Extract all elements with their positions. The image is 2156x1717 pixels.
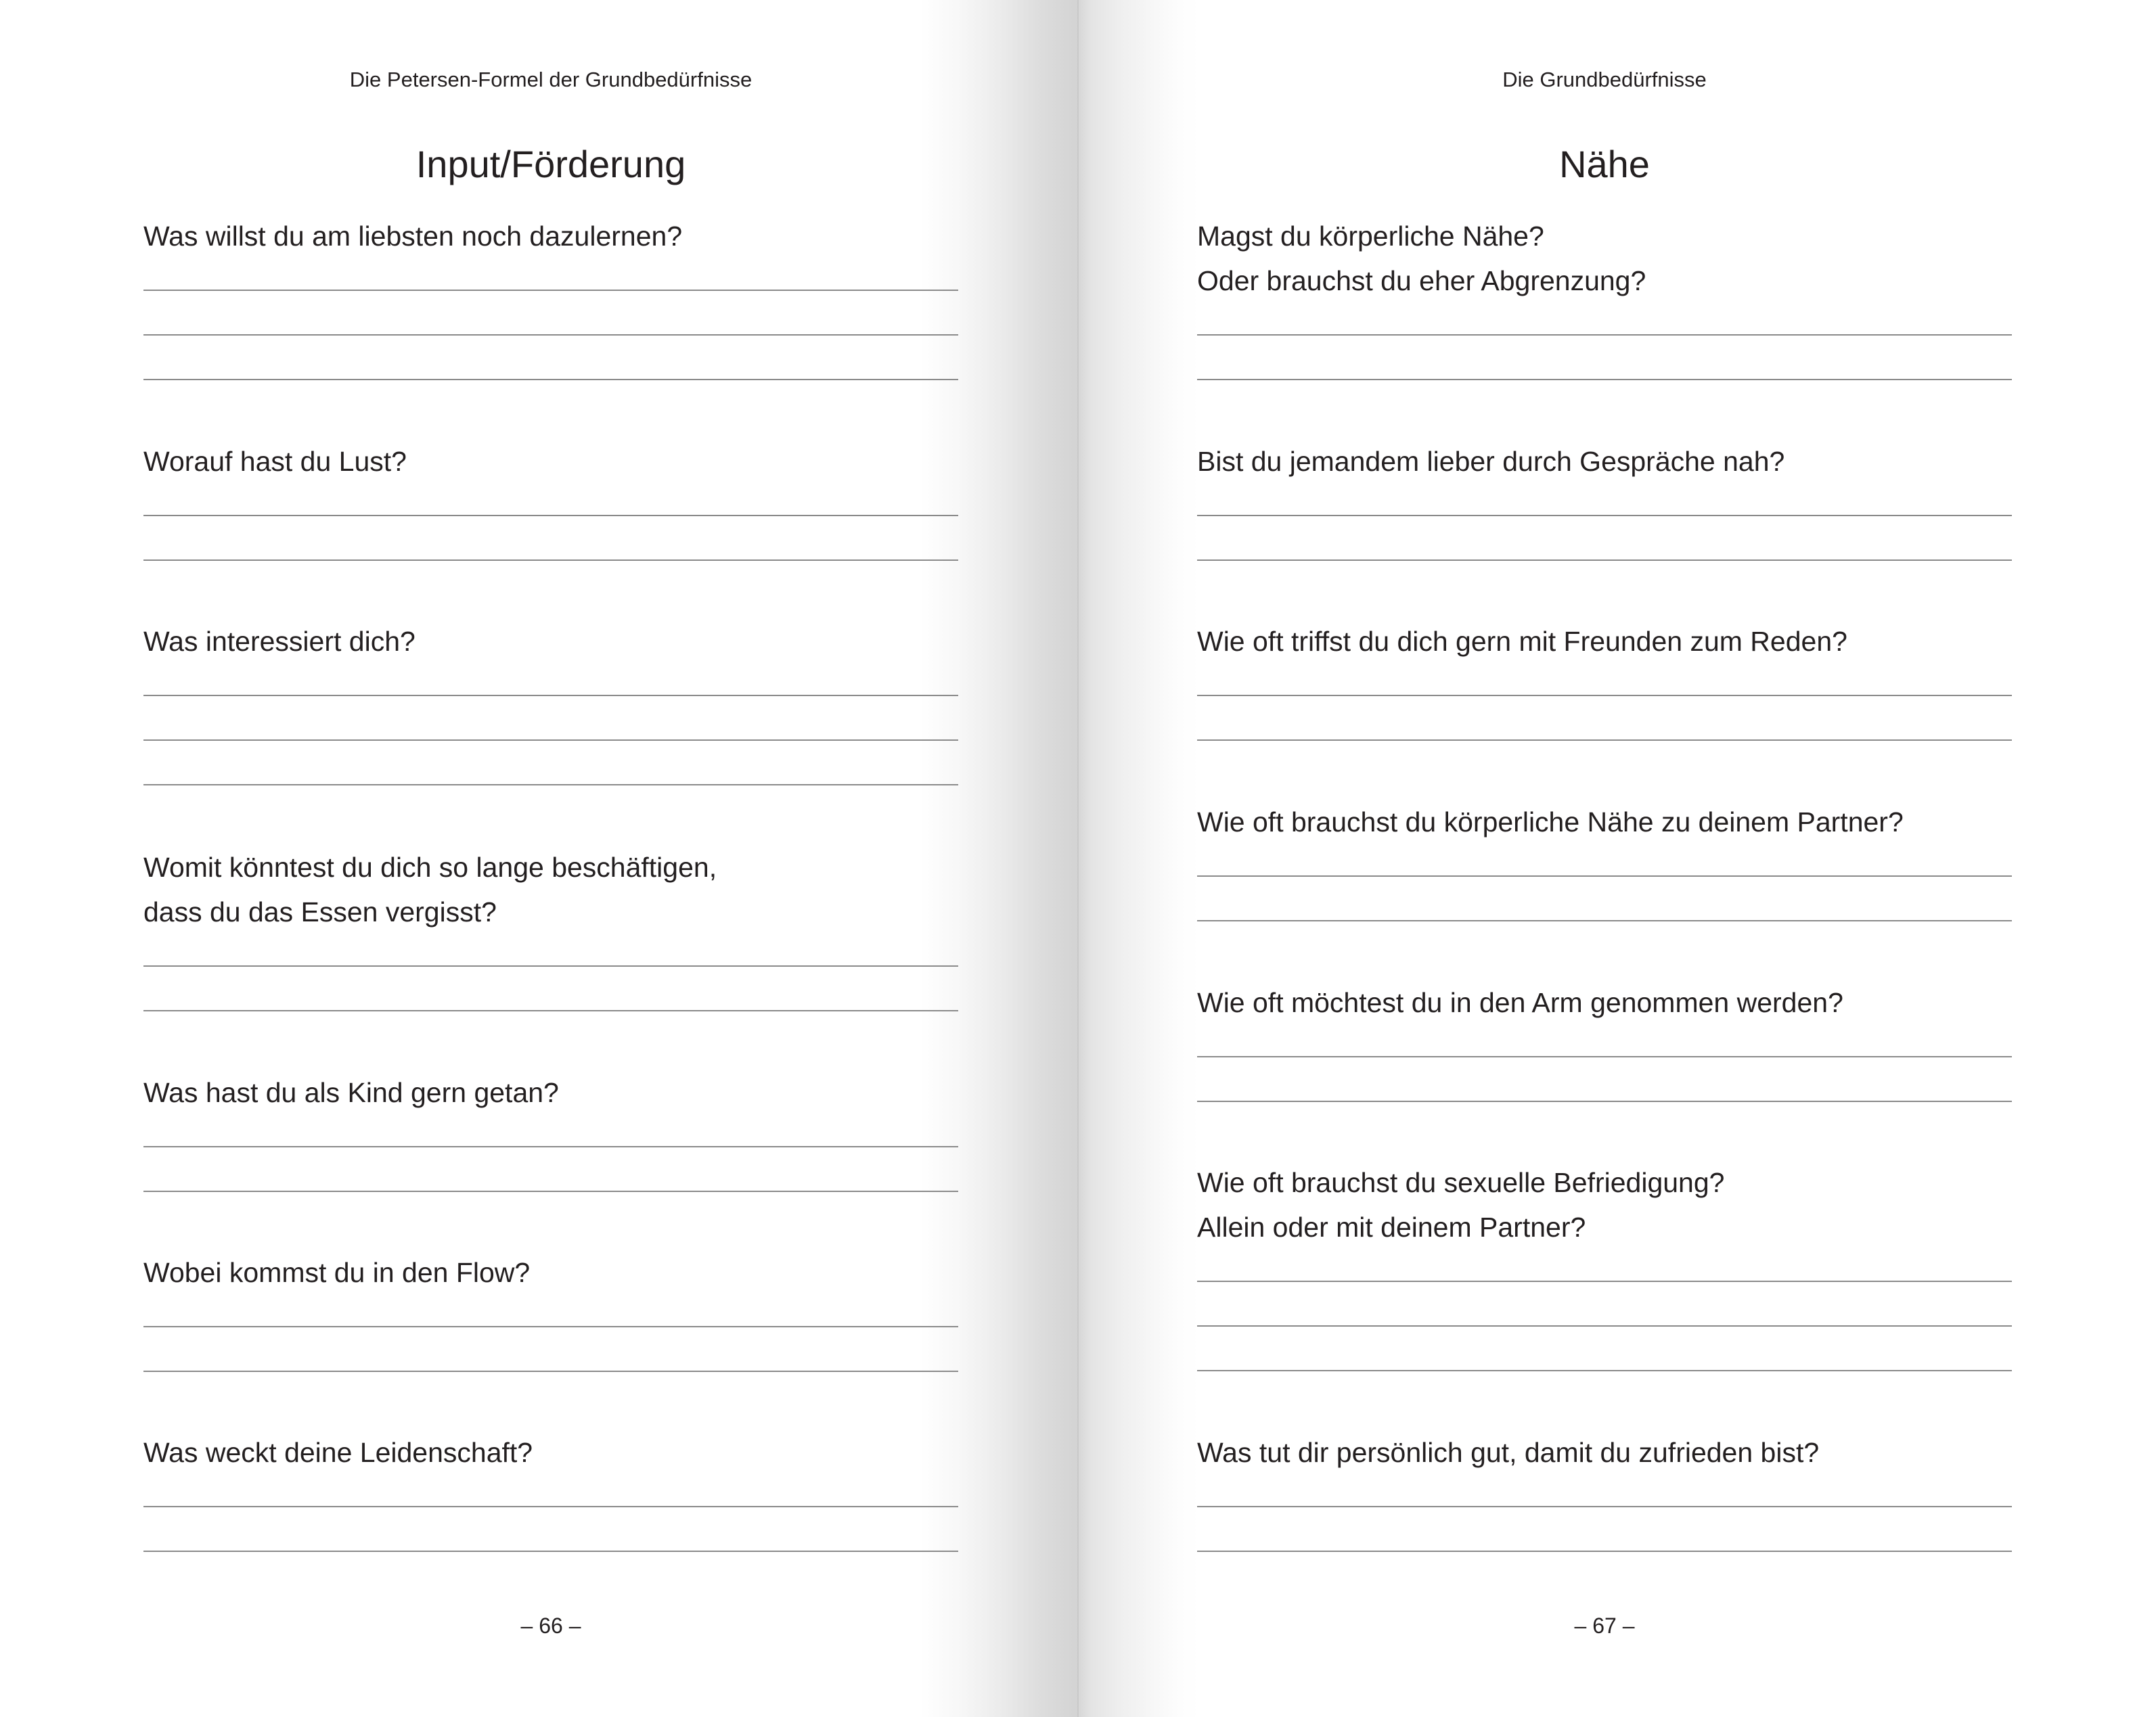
answer-line[interactable] — [1197, 1506, 2012, 1507]
answer-line[interactable] — [143, 965, 958, 967]
answer-line[interactable] — [143, 1191, 958, 1192]
question-text: Was interessiert dich? — [143, 626, 416, 657]
running-head: Die Petersen-Formel der Grundbedürfnisse — [349, 68, 753, 91]
question-block — [1197, 619, 2012, 664]
answer-line[interactable] — [143, 1551, 958, 1552]
question-text: Magst du körperliche Nähe? Oder brauchst du eher Abgrenzung? — [1197, 221, 1646, 296]
answer-line[interactable] — [143, 784, 958, 785]
page-number: – 66 – — [520, 1613, 581, 1638]
question-block — [143, 1250, 958, 1295]
answer-line[interactable] — [1197, 1281, 2012, 1282]
question-text: Was willst du am liebsten noch dazulernen? — [143, 221, 683, 252]
answer-line[interactable] — [1197, 515, 2012, 516]
answer-line[interactable] — [1197, 1101, 2012, 1102]
question-block — [143, 619, 958, 664]
page-title: Input/Förderung — [416, 143, 686, 185]
question-block — [1197, 800, 2012, 844]
question-block — [1197, 214, 2012, 303]
page-number: – 67 – — [1574, 1613, 1635, 1638]
answer-line[interactable] — [1197, 920, 2012, 921]
question-block — [1197, 980, 2012, 1025]
answer-line[interactable] — [143, 695, 958, 696]
answer-line[interactable] — [1197, 1370, 2012, 1371]
question-block — [143, 1430, 958, 1475]
answer-line[interactable] — [143, 334, 958, 336]
question-text: Wie oft brauchst du sexuelle Befriedigung? Allein oder mit deinem Partner? — [1197, 1167, 1725, 1243]
question-block — [143, 439, 958, 484]
answer-line[interactable] — [1197, 334, 2012, 336]
answer-line[interactable] — [143, 1371, 958, 1372]
question-text: Was weckt deine Leidenschaft? — [143, 1437, 533, 1468]
book-gutter — [1077, 0, 1079, 1717]
answer-line[interactable] — [1197, 875, 2012, 877]
answer-line[interactable] — [143, 1506, 958, 1507]
question-block — [1197, 1160, 2012, 1250]
answer-line[interactable] — [1197, 695, 2012, 696]
question-text: Bist du jemandem lieber durch Gespräche nah? — [1197, 446, 1785, 477]
question-block — [143, 1070, 958, 1115]
question-text: Wobei kommst du in den Flow? — [143, 1257, 531, 1288]
question-text: Wie oft brauchst du körperliche Nähe zu deinem Partner? — [1197, 806, 1904, 838]
answer-line[interactable] — [143, 739, 958, 741]
question-block — [1197, 1430, 2012, 1475]
right-page — [1078, 0, 2156, 1717]
question-text: Worauf hast du Lust? — [143, 446, 407, 477]
answer-line[interactable] — [143, 559, 958, 561]
page-title: Nähe — [1559, 143, 1650, 185]
answer-line[interactable] — [143, 1146, 958, 1147]
question-text: Was hast du als Kind gern getan? — [143, 1077, 559, 1108]
running-head: Die Grundbedürfnisse — [1502, 68, 1707, 91]
answer-line[interactable] — [143, 290, 958, 291]
question-text: Was tut dir persönlich gut, damit du zufrieden bist? — [1197, 1437, 1820, 1468]
answer-line[interactable] — [143, 379, 958, 380]
question-block — [143, 845, 958, 934]
answer-line[interactable] — [1197, 1551, 2012, 1552]
answer-line[interactable] — [1197, 739, 2012, 741]
question-text: Womit könntest du dich so lange beschäftigen, dass du das Essen vergisst? — [143, 852, 717, 928]
answer-line[interactable] — [1197, 1325, 2012, 1327]
answer-line[interactable] — [1197, 379, 2012, 380]
answer-line[interactable] — [1197, 1056, 2012, 1057]
answer-line[interactable] — [143, 515, 958, 516]
question-block — [143, 214, 958, 258]
answer-line[interactable] — [143, 1010, 958, 1011]
question-text: Wie oft möchtest du in den Arm genommen werden? — [1197, 987, 1843, 1018]
answer-line[interactable] — [143, 1326, 958, 1327]
question-block — [1197, 439, 2012, 484]
question-text: Wie oft triffst du dich gern mit Freunden zum Reden? — [1197, 626, 1847, 657]
answer-line[interactable] — [1197, 559, 2012, 561]
